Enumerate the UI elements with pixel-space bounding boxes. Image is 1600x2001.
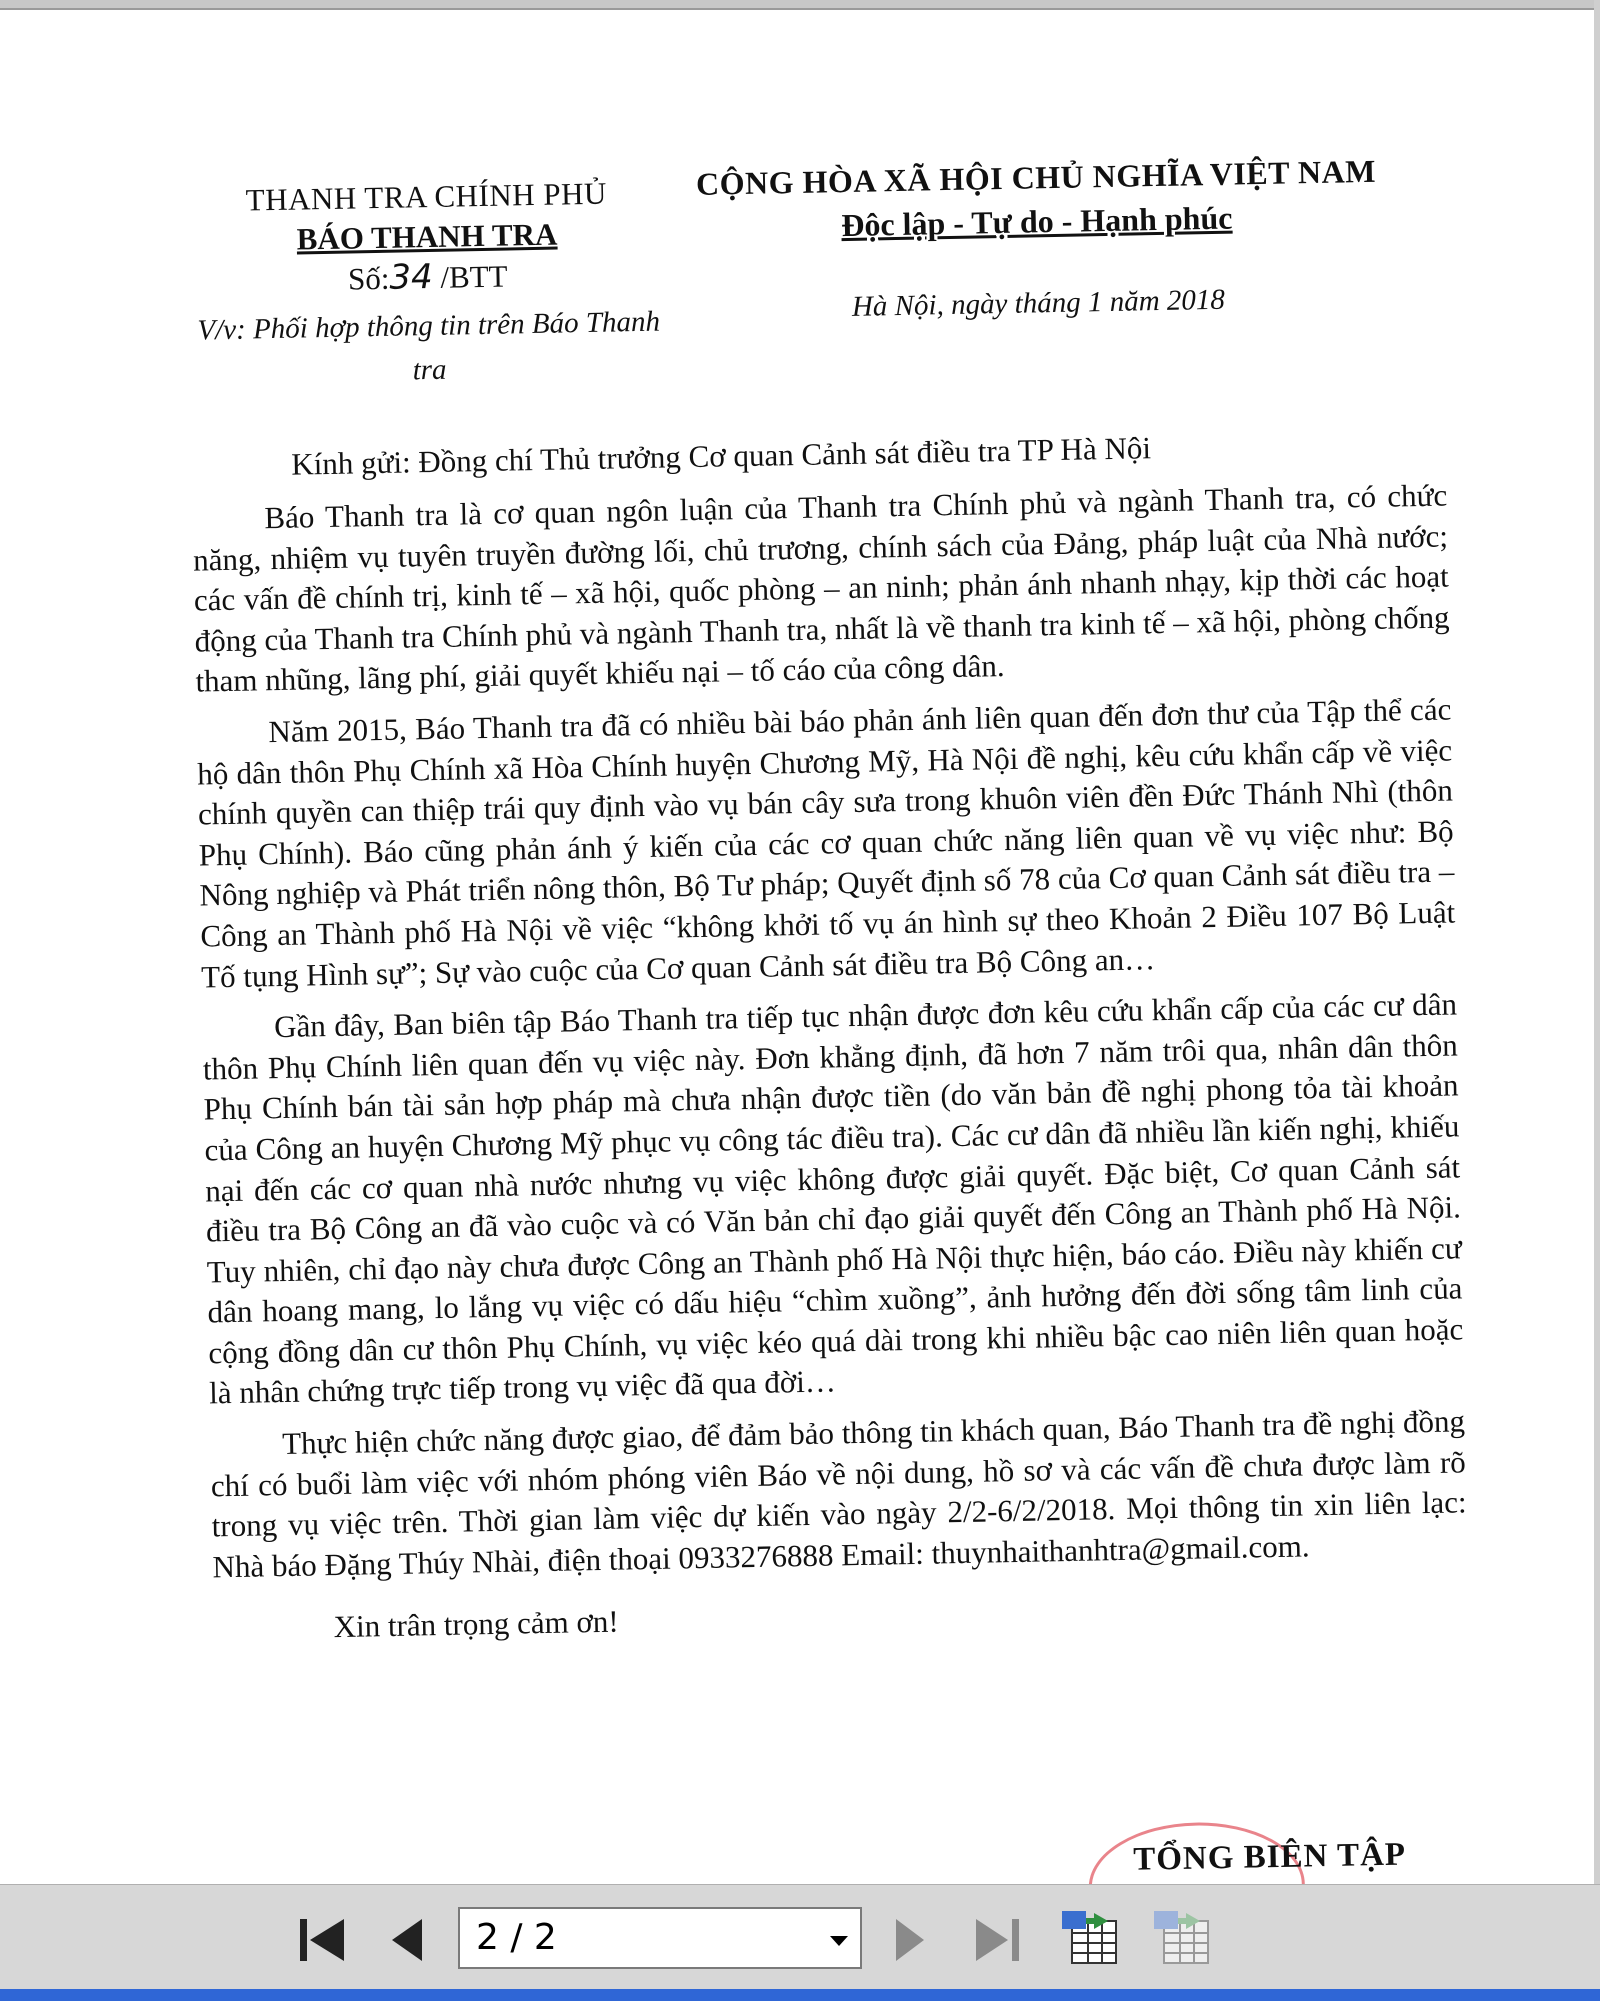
subject-line: V/v: Phối hợp thông tin trên Báo Thanh tra	[197, 305, 661, 387]
signature-title: TỔNG BIÊN TẬP	[1132, 1836, 1407, 1878]
ref-number: 34	[388, 256, 434, 298]
paragraph: Gần đây, Ban biên tập Báo Thanh tra tiếp tục nhận được đơn kêu cứu khẩn cấp của các cư dân thôn Phụ Chính liên quan đến vụ việc này. Đơn khẳng định, đã hơn 7 năm trôi qua, nhân dân thôn Phụ Chính bán tài sản hợp pháp mà chưa nhận được tiền (do văn bản đề nghị phong tỏa tài khoản của Công an huyện Chương Mỹ phục vụ công tác điều tra). Các cư dân đã nhiều lần kiến nghị, khiếu nại đến các cơ quan nhà nước nhưng vụ việc không được giải quyết. Đặc biệt, Cơ quan Cảnh sát điều tra Bộ Công an đã vào cuộc và có Văn bản chỉ đạo giải quyết đến Công an Thành phố Hà Nội. Tuy nhiên, chỉ đạo này chưa được Công an Thành phố Hà Nội thực hiện, báo cáo. Điều này khiến cư dân hoang mang, lo lắng vụ việc có dấu hiệu “chìm xuồng”, ảnh hưởng đến đời sống tâm linh của cộng đồng dân cư thôn Phụ Chính, vụ việc kéo quá dài trong khi nhiều bậc cao niên liên quan hoặc là nhân chứng trực tiếp trong vụ việc đã qua đời…	[202, 986, 1464, 1411]
page-number-select[interactable]	[458, 1907, 862, 1969]
taskbar-strip	[0, 1989, 1600, 2001]
last-page-button[interactable]	[972, 1913, 1024, 1967]
reference-number	[177, 252, 678, 303]
scanned-letter	[0, 10, 1594, 1884]
export-disabled-button[interactable]	[1150, 1907, 1212, 1961]
paper-name: BÁO THANH TRA	[296, 216, 558, 257]
ref-prefix: Số:	[347, 260, 390, 297]
document-page	[0, 10, 1594, 1884]
issue-date: Hà Nội, ngày tháng 1 năm 2018	[851, 283, 1226, 323]
paragraph: Báo Thanh tra là cơ quan ngôn luận của Thanh tra Chính phủ và ngành Thanh tra, có chức năng, nhiệm vụ tuyên truyền đường lối, chủ trương, chính sách của Đảng, pháp luật của Nhà nước; các vấn đề chính trị, kinh tế – xã hội, quốc phòng – an ninh; phản ánh nhanh nhạy, kịp thời các hoạt động của Thanh tra Chính phủ và ngành Thanh tra, nhất là về thanh tra kinh tế – xã hội, phòng chống tham nhũng, lãng phí, giải quyết khiếu nại – tố cáo của công dân.	[192, 477, 1450, 699]
chevron-down-icon	[830, 1936, 848, 1946]
scrollbar-track[interactable]	[1594, 0, 1600, 1885]
last-page-icon	[972, 1913, 1024, 1967]
export-disabled-icon	[1150, 1907, 1212, 1967]
next-page-button[interactable]	[890, 1913, 930, 1967]
recipient-line: Kính gửi: Đồng chí Thủ trưởng Cơ quan Cảnh sát điều tra TP Hà Nội	[291, 430, 1152, 482]
first-page-icon	[296, 1913, 348, 1967]
ref-suffix: /BTT	[440, 258, 508, 295]
national-header	[686, 149, 1389, 332]
next-page-icon	[890, 1913, 930, 1967]
previous-page-button[interactable]	[388, 1913, 428, 1967]
first-page-button[interactable]	[296, 1913, 348, 1967]
nation-name: CỘNG HÒA XÃ HỘI CHỦ NGHĨA VIỆT NAM	[695, 152, 1377, 202]
sender-header	[176, 172, 680, 397]
letter-body	[192, 476, 1469, 1662]
previous-page-icon	[388, 1913, 428, 1967]
paragraph: Thực hiện chức năng được giao, để đảm bảo thông tin khách quan, Báo Thanh tra đề nghị đồng chí có buổi làm việc với nhóm phóng viên Báo về nội dung, hồ sơ và các vấn đề chưa được làm rõ trong vụ việc trên. Thời gian làm việc dự kiến vào ngày 2/2-6/2/2018. Mọi thông tin xin liên lạc: Nhà báo Đặng Thúy Nhài, điện thoại 0933276888 Email: thuynhaithanhtra@gmail.com.	[210, 1403, 1467, 1585]
agency-name: THANH TRA CHÍNH PHỦ	[245, 175, 608, 218]
export-button[interactable]	[1058, 1907, 1120, 1961]
paragraph: Năm 2015, Báo Thanh tra đã có nhiều bài báo phản ánh liên quan đến đơn thư của Tập thể các hộ dân thôn Phụ Chính xã Hòa Chính huyện Chương Mỹ, Hà Nội đề nghị, kêu cứu khẩn cấp về việc chính quyền can thiệp trái quy định vào vụ bán cây sưa trong khuôn viên đền Đức Thánh Nhì (thôn Phụ Chính). Báo cũng phản ánh ý kiến của các cơ quan chức năng liên quan về vụ việc như: Bộ Nông nghiệp và Phát triển nông thôn, Bộ Tư pháp; Quyết định số 78 của Cơ quan Cảnh sát điều tra – Công an Thành phố Hà Nội về việc “không khởi tố vụ án hình sự theo Khoản 2 Điều 107 Bộ Luật Tố tụng Hình sự”; Sự vào cuộc của Cơ quan Cảnh sát điều tra Bộ Công an…	[196, 691, 1456, 995]
national-motto: Độc lập - Tự do - Hạnh phúc	[840, 199, 1233, 244]
page-number-value: 2 / 2	[476, 1917, 557, 1958]
window-top-border	[0, 0, 1600, 10]
export-icon	[1058, 1907, 1120, 1967]
pdf-navigation-toolbar	[0, 1884, 1600, 1990]
closing-line: Xin trân trọng cảm ơn!	[333, 1604, 619, 1645]
